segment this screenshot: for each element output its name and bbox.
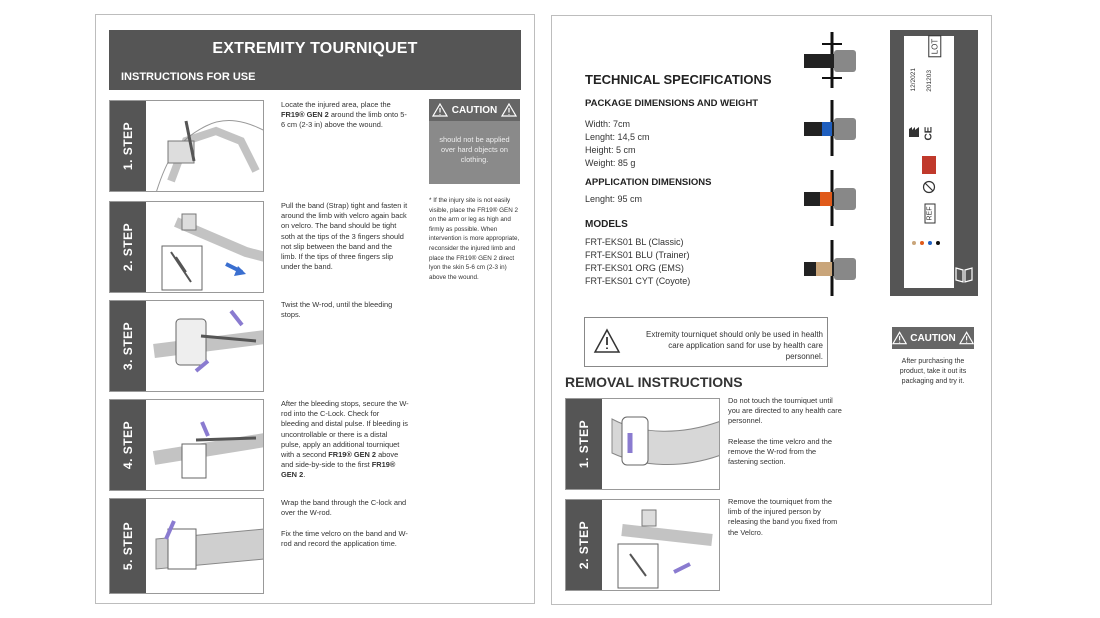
tourniquet-coyote-icon	[802, 238, 862, 298]
instructions-page	[95, 14, 535, 604]
step-3-label: 3. STEP	[121, 321, 135, 371]
step-5-panel	[109, 498, 264, 594]
usage-notice-text: Extremity tourniquet should only be used in health care application sand for use by health care personnel.	[646, 330, 823, 361]
tourniquet-trainer-icon	[802, 98, 862, 158]
page-title: EXTREMITY TOURNIQUET	[212, 40, 418, 57]
sterile-icon	[922, 156, 936, 174]
step-4-illustration	[146, 400, 264, 491]
step-2-label: 2. STEP	[121, 222, 135, 272]
color-dot-coyote	[912, 241, 916, 245]
removal-title: REMOVAL INSTRUCTIONS	[565, 374, 743, 390]
models-title: MODELS	[585, 219, 628, 230]
caution-text: should not be applied over hard objects on clothing.	[439, 135, 510, 164]
removal-step-1-illustration	[602, 399, 720, 490]
step-5-illustration	[146, 499, 264, 594]
package-weight: Weight: 85 g	[585, 158, 636, 168]
step-1-label: 1. STEP	[121, 121, 135, 171]
package-length: Lenght: 14,5 cm	[585, 132, 650, 142]
removal-step-2-text: Remove the tourniquet from the limb of the injured person by releasing the band you fixed from the Velcro.	[728, 497, 838, 537]
product-label	[890, 30, 978, 296]
removal-step-2-label: 2. STEP	[577, 520, 591, 570]
model-coyote: FRT-EKS01 CYT (Coyote)	[585, 276, 691, 286]
page-subtitle: INSTRUCTIONS FOR USE	[121, 71, 256, 83]
warning-icon	[432, 103, 448, 117]
package-title: PACKAGE DIMENSIONS AND WEIGHT	[585, 98, 759, 109]
ce-mark: CE	[923, 126, 935, 141]
title-banner	[109, 30, 521, 90]
model-trainer: FRT-EKS01 BLU (Trainer)	[585, 250, 690, 260]
warning-icon	[959, 331, 974, 345]
caution-box	[892, 327, 974, 349]
caution-label: CAUTION	[910, 332, 956, 344]
caution-box	[429, 99, 520, 184]
tech-spec-title: TECHNICAL SPECIFICATIONS	[585, 72, 772, 87]
manufacturer-icon	[908, 124, 920, 138]
step-3-text: Twist the W-rod, until the bleeding stops.	[281, 300, 393, 320]
single-use-icon	[922, 180, 936, 194]
instructions-icon	[954, 266, 974, 284]
ref-label: REF	[925, 204, 936, 224]
step-2-panel	[109, 201, 264, 293]
caution-label: CAUTION	[451, 104, 498, 116]
removal-step-1-text: Do not touch the tourniquet until you are directed to any health care personnel. Release the time velcro and the remove the W-rod from the fastening section.	[728, 396, 842, 467]
caution-text: After purchasing the product, take it out its packaging and try it.	[899, 358, 967, 385]
step-4-label: 4. STEP	[121, 420, 135, 470]
step-4-panel	[109, 399, 264, 491]
expiry-date: 12/2021	[910, 68, 917, 92]
warning-icon	[501, 103, 517, 117]
color-dot-blue	[928, 241, 932, 245]
step-1-illustration	[146, 101, 264, 192]
color-dot-orange	[920, 241, 924, 245]
step-5-text: Wrap the band through the C-lock and over the W-rod. Fix the time velcro on the band and W-rod and record the application time.	[281, 498, 408, 548]
color-dot-black	[936, 241, 940, 245]
warning-icon	[593, 328, 621, 354]
removal-step-2-illustration	[602, 500, 720, 591]
package-height: Height: 5 cm	[585, 145, 636, 155]
removal-step-2-panel	[565, 499, 720, 591]
tourniquet-classic-icon	[802, 30, 862, 90]
specifications-page	[551, 15, 992, 605]
footnote: * If the injury site is not easily visible, place the FR19® GEN 2 on the arm or leg as high and firmly as possible. When intervention is more appropriate, reconsider the injured limb and place the FR19® GEN 2 direct lyon the skin 5-6 cm (2-3 in) above the wound.	[429, 197, 520, 281]
lot-number: 201203	[926, 70, 933, 92]
step-2-text: Pull the band (Strap) tight and fasten it around the limb with velcro again back on velcro. The band should be tight soth at the tips of the 3 fingers should not slip between the band and the limb. If the tips of three fingers slip under the band.	[281, 201, 408, 272]
lot-label: LOT	[928, 36, 941, 58]
step-1-text: Locate the injured area, place the FR19® GEN 2 around the limb onto 5-6 cm (2-3 in) above the wound.	[281, 100, 407, 130]
step-5-label: 5. STEP	[121, 521, 135, 571]
step-1-panel	[109, 100, 264, 192]
step-2-illustration	[146, 202, 264, 293]
application-length: Lenght: 95 cm	[585, 194, 643, 204]
model-classic: FRT-EKS01 BL (Classic)	[585, 237, 684, 247]
tourniquet-ems-icon	[802, 168, 862, 228]
step-4-text: After the bleeding stops, secure the W-rod into the C-Lock. Check for bleeding and distal pulse. If bleeding is uncontrollable or there is a distal pulse, apply an additional tourniquet with a second FR19® GEN 2 above and side-by-side to the first FR19® GEN 2.	[281, 399, 409, 480]
step-3-illustration	[146, 301, 264, 392]
step-3-panel	[109, 300, 264, 392]
removal-step-1-panel	[565, 398, 720, 490]
warning-icon	[892, 331, 907, 345]
removal-step-1-label: 1. STEP	[577, 419, 591, 469]
usage-notice	[584, 317, 828, 367]
model-ems: FRT-EKS01 ORG (EMS)	[585, 263, 684, 273]
application-title: APPLICATION DIMENSIONS	[585, 177, 712, 188]
package-width: Width: 7cm	[585, 119, 631, 129]
